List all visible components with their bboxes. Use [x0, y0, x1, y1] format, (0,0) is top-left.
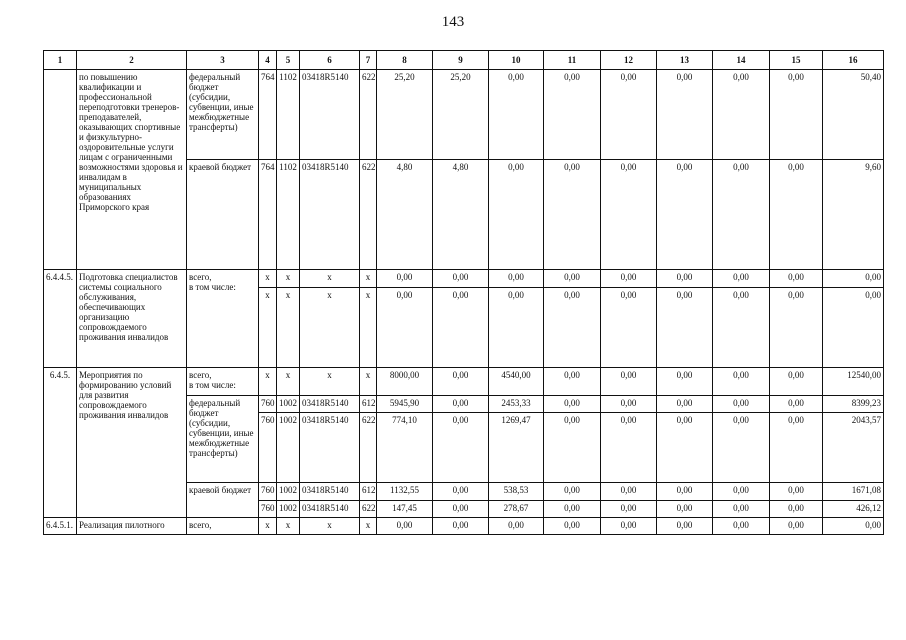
target-article-cell: 03418R5140: [300, 70, 360, 160]
expense-type-cell: 612: [360, 483, 377, 501]
value-cell: 0,00: [770, 270, 823, 288]
funding-source-cell: краевой бюджет: [187, 483, 259, 518]
expense-type-cell: 622: [360, 501, 377, 518]
grbs-cell: x: [259, 518, 277, 535]
table-row: [44, 518, 884, 535]
target-article-cell: x: [300, 368, 360, 396]
column-header: 1: [44, 51, 77, 70]
table-row: [44, 70, 884, 160]
item-name-cell: Подготовка специалистов системы социального обслуживания, обеспечивающих организацию сопровождаемого проживания инвалидов: [77, 270, 187, 368]
column-header: 15: [770, 51, 823, 70]
column-header: 7: [360, 51, 377, 70]
value-cell: 0,00: [544, 396, 601, 413]
value-cell: 0,00: [657, 70, 713, 160]
value-cell: 0,00: [601, 288, 657, 368]
target-article-cell: 03418R5140: [300, 160, 360, 270]
expense-type-cell: x: [360, 270, 377, 288]
section-cell: 1002: [277, 413, 300, 483]
source-including-label: в том числе:: [189, 282, 236, 292]
value-cell: 0,00: [489, 160, 544, 270]
item-name-cell: по повышению квалификации и профессиональной переподготовки тренеров-преподавателей, оказывающих спортивные и физкультурно-оздоровительные услуги лицам с ограниченными возможностями здоровья и инвалидам в муниципальных образованиях Приморского края: [77, 70, 187, 270]
value-cell: 4540,00: [489, 368, 544, 396]
target-article-cell: 03418R5140: [300, 501, 360, 518]
value-cell: 0,00: [544, 288, 601, 368]
column-header: 10: [489, 51, 544, 70]
funding-source-cell: [187, 270, 259, 368]
value-cell: 0,00: [713, 396, 770, 413]
funding-source-cell: [187, 368, 259, 396]
item-code-cell: 6.4.5.1.: [44, 518, 77, 535]
section-cell: 1002: [277, 396, 300, 413]
value-cell: 8000,00: [377, 368, 433, 396]
item-name-cell: Мероприятия по формированию условий для развития сопровождаемого проживания инвалидов: [77, 368, 187, 518]
total-cell: 12540,00: [823, 368, 884, 396]
value-cell: 0,00: [657, 501, 713, 518]
source-total-label: всего,: [189, 370, 212, 380]
value-cell: 0,00: [544, 483, 601, 501]
value-cell: 0,00: [770, 288, 823, 368]
value-cell: 0,00: [713, 270, 770, 288]
source-total-label: всего,: [189, 272, 212, 282]
value-cell: 4,80: [433, 160, 489, 270]
source-including-label: в том числе:: [189, 380, 236, 390]
column-header: 16: [823, 51, 884, 70]
value-cell: 0,00: [713, 70, 770, 160]
budget-table: [43, 50, 884, 535]
value-cell: 0,00: [657, 483, 713, 501]
value-cell: 0,00: [544, 160, 601, 270]
grbs-cell: x: [259, 368, 277, 396]
value-cell: 0,00: [713, 518, 770, 535]
value-cell: 25,20: [377, 70, 433, 160]
value-cell: 1269,47: [489, 413, 544, 483]
column-header: 14: [713, 51, 770, 70]
column-header: 4: [259, 51, 277, 70]
grbs-cell: 760: [259, 413, 277, 483]
expense-type-cell: 622: [360, 413, 377, 483]
value-cell: 0,00: [713, 501, 770, 518]
value-cell: 0,00: [433, 396, 489, 413]
value-cell: 0,00: [770, 160, 823, 270]
value-cell: 0,00: [601, 70, 657, 160]
expense-type-cell: 622: [360, 160, 377, 270]
value-cell: 1132,55: [377, 483, 433, 501]
value-cell: 0,00: [377, 288, 433, 368]
value-cell: 0,00: [377, 270, 433, 288]
table-row: [44, 368, 884, 396]
total-cell: 426,12: [823, 501, 884, 518]
value-cell: 0,00: [601, 483, 657, 501]
value-cell: 0,00: [544, 501, 601, 518]
table-row: [44, 270, 884, 288]
expense-type-cell: 622: [360, 70, 377, 160]
total-cell: 0,00: [823, 518, 884, 535]
column-header: 2: [77, 51, 187, 70]
value-cell: 0,00: [770, 518, 823, 535]
value-cell: 538,53: [489, 483, 544, 501]
value-cell: 25,20: [433, 70, 489, 160]
target-article-cell: 03418R5140: [300, 413, 360, 483]
grbs-cell: x: [259, 270, 277, 288]
target-article-cell: 03418R5140: [300, 396, 360, 413]
section-cell: x: [277, 288, 300, 368]
value-cell: 278,67: [489, 501, 544, 518]
section-cell: 1102: [277, 70, 300, 160]
expense-type-cell: x: [360, 518, 377, 535]
total-cell: 50,40: [823, 70, 884, 160]
total-cell: 0,00: [823, 288, 884, 368]
value-cell: 0,00: [489, 270, 544, 288]
value-cell: 0,00: [770, 70, 823, 160]
value-cell: 0,00: [770, 396, 823, 413]
page-number: 143: [441, 14, 465, 30]
value-cell: 147,45: [377, 501, 433, 518]
section-cell: x: [277, 270, 300, 288]
value-cell: 0,00: [544, 368, 601, 396]
column-header: 12: [601, 51, 657, 70]
value-cell: 0,00: [601, 413, 657, 483]
grbs-cell: 764: [259, 70, 277, 160]
value-cell: 0,00: [433, 368, 489, 396]
total-cell: 0,00: [823, 270, 884, 288]
grbs-cell: 760: [259, 396, 277, 413]
value-cell: 0,00: [601, 396, 657, 413]
value-cell: 0,00: [770, 501, 823, 518]
column-header: 6: [300, 51, 360, 70]
section-cell: 1102: [277, 160, 300, 270]
value-cell: 0,00: [489, 70, 544, 160]
grbs-cell: 760: [259, 501, 277, 518]
target-article-cell: x: [300, 518, 360, 535]
total-cell: 1671,08: [823, 483, 884, 501]
value-cell: 2453,33: [489, 396, 544, 413]
value-cell: 4,80: [377, 160, 433, 270]
value-cell: 0,00: [601, 160, 657, 270]
funding-source-cell: федеральный бюджет (субсидии, субвенции, иные межбюджетные трансферты): [187, 396, 259, 483]
value-cell: 0,00: [377, 518, 433, 535]
funding-source-cell: краевой бюджет: [187, 160, 259, 270]
value-cell: 0,00: [601, 270, 657, 288]
expense-type-cell: x: [360, 288, 377, 368]
value-cell: 0,00: [601, 368, 657, 396]
value-cell: 0,00: [601, 501, 657, 518]
value-cell: 0,00: [713, 160, 770, 270]
column-number-row: [44, 51, 884, 70]
total-cell: 8399,23: [823, 396, 884, 413]
value-cell: 0,00: [601, 518, 657, 535]
value-cell: 0,00: [770, 368, 823, 396]
funding-source-cell: всего,: [187, 518, 259, 535]
column-header: 5: [277, 51, 300, 70]
column-header: 13: [657, 51, 713, 70]
item-name-cell: Реализация пилотного: [77, 518, 187, 535]
value-cell: 0,00: [657, 413, 713, 483]
column-header: 9: [433, 51, 489, 70]
value-cell: 0,00: [657, 270, 713, 288]
value-cell: 0,00: [713, 288, 770, 368]
expense-type-cell: x: [360, 368, 377, 396]
value-cell: 0,00: [713, 483, 770, 501]
value-cell: 0,00: [544, 70, 601, 160]
item-code-cell: [44, 70, 77, 270]
column-header: 8: [377, 51, 433, 70]
grbs-cell: x: [259, 288, 277, 368]
item-code-cell: 6.4.5.: [44, 368, 77, 518]
value-cell: 5945,90: [377, 396, 433, 413]
section-cell: x: [277, 368, 300, 396]
section-cell: 1002: [277, 483, 300, 501]
value-cell: 0,00: [544, 413, 601, 483]
target-article-cell: x: [300, 270, 360, 288]
value-cell: 0,00: [489, 518, 544, 535]
value-cell: 0,00: [657, 518, 713, 535]
value-cell: 0,00: [657, 368, 713, 396]
value-cell: 0,00: [770, 483, 823, 501]
value-cell: 0,00: [657, 288, 713, 368]
value-cell: 0,00: [770, 413, 823, 483]
value-cell: 0,00: [433, 518, 489, 535]
expense-type-cell: 612: [360, 396, 377, 413]
value-cell: 0,00: [657, 396, 713, 413]
grbs-cell: 760: [259, 483, 277, 501]
target-article-cell: 03418R5140: [300, 483, 360, 501]
target-article-cell: x: [300, 288, 360, 368]
value-cell: 0,00: [657, 160, 713, 270]
value-cell: 0,00: [433, 483, 489, 501]
value-cell: 0,00: [489, 288, 544, 368]
section-cell: x: [277, 518, 300, 535]
column-header: 11: [544, 51, 601, 70]
column-header: 3: [187, 51, 259, 70]
section-cell: 1002: [277, 501, 300, 518]
value-cell: 0,00: [544, 518, 601, 535]
total-cell: 9,60: [823, 160, 884, 270]
value-cell: 0,00: [713, 368, 770, 396]
item-code-cell: 6.4.4.5.: [44, 270, 77, 368]
value-cell: 0,00: [713, 413, 770, 483]
value-cell: 774,10: [377, 413, 433, 483]
value-cell: 0,00: [433, 270, 489, 288]
value-cell: 0,00: [433, 288, 489, 368]
grbs-cell: 764: [259, 160, 277, 270]
value-cell: 0,00: [433, 413, 489, 483]
funding-source-cell: федеральный бюджет (субсидии, субвенции, иные межбюджетные трансферты): [187, 70, 259, 160]
value-cell: 0,00: [433, 501, 489, 518]
value-cell: 0,00: [544, 270, 601, 288]
total-cell: 2043,57: [823, 413, 884, 483]
